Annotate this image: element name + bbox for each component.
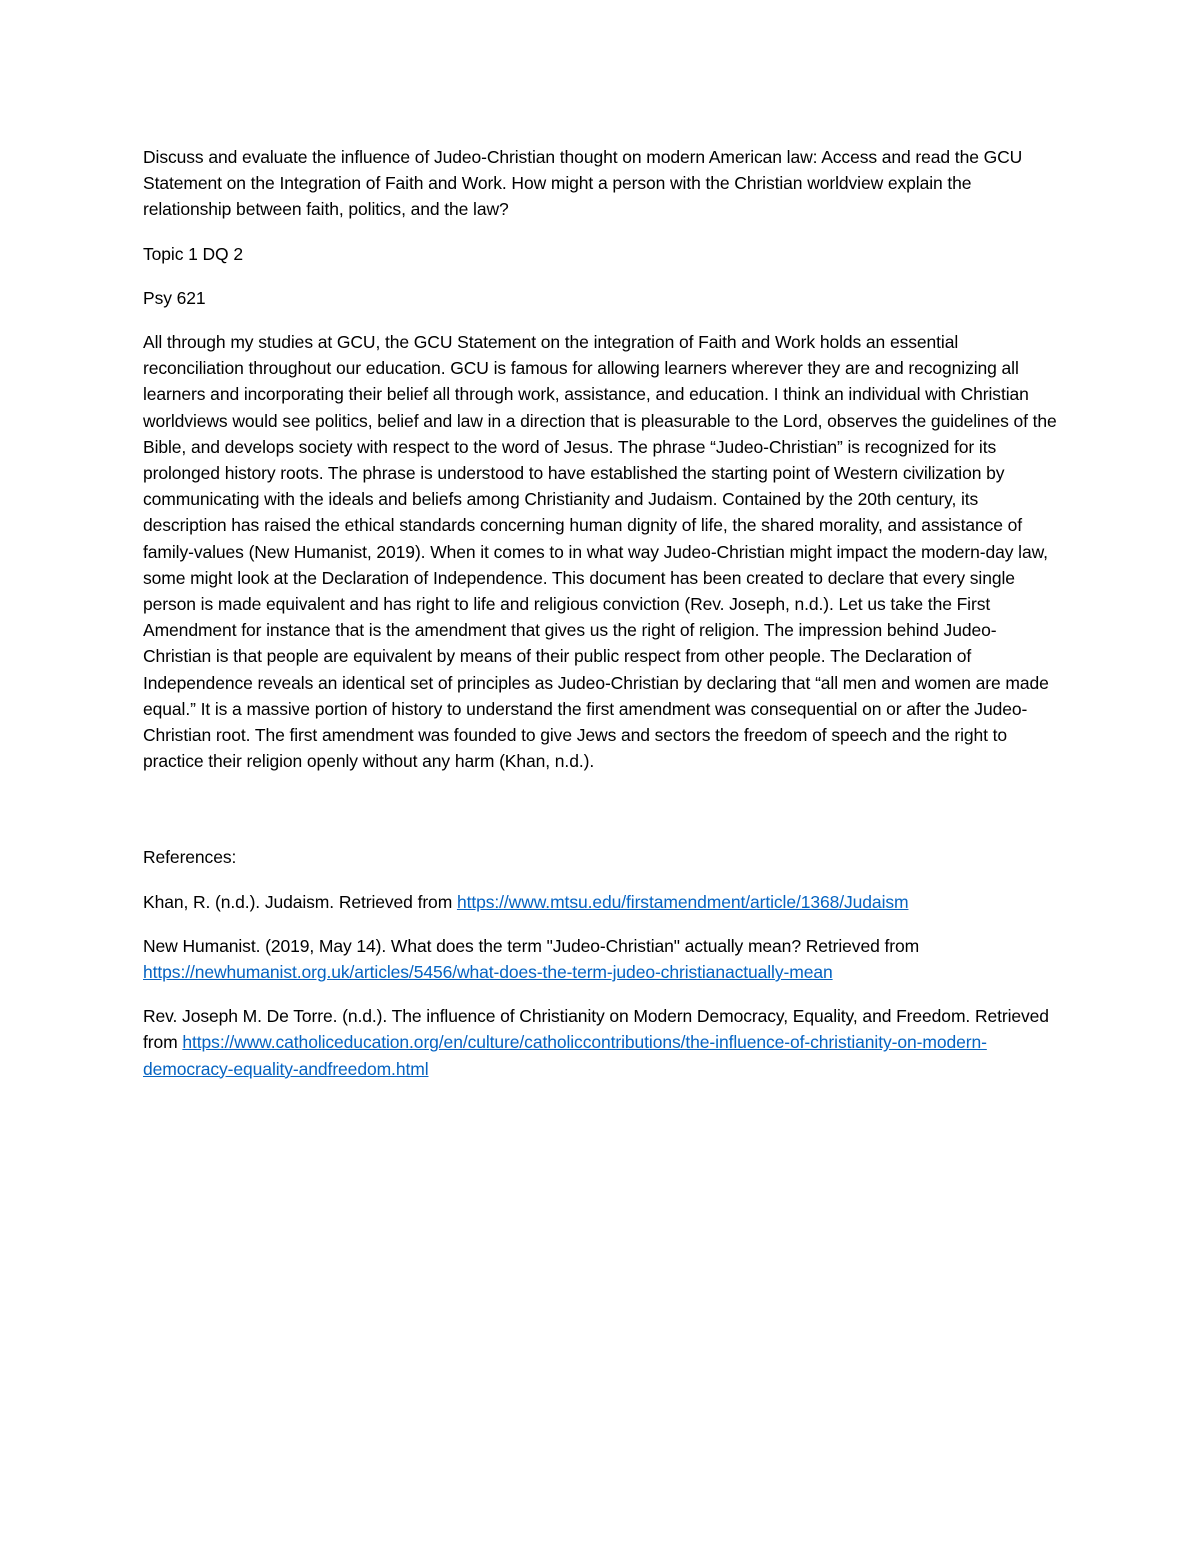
- reference-link[interactable]: https://www.catholiceducation.org/en/culture/catholiccontributions/the-influence-of-christianity-on-modern-democracy-equality-andfreedom.html: [143, 1032, 987, 1079]
- response-body: All through my studies at GCU, the GCU Statement on the integration of Faith and Work holds an essential reconciliation throughout our education. GCU is famous for allowing learners wherever they are and recognizing all learners and incorporating their belief all through work, assistance, and education. I think an individual with Christian worldviews would see politics, belief and law in a direction that is pleasurable to the Lord, observes the guidelines of the Bible, and develops society with respect to the word of Jesus. The phrase “Judeo-Christian” is recognized for its prolonged history roots. The phrase is understood to have established the starting point of Western civilization by communicating with the ideals and beliefs among Christianity and Judaism. Contained by the 20th century, its description has raised the ethical standards concerning human dignity of life, the shared morality, and assistance of family-values (New Humanist, 2019). When it comes to in what way Judeo-Christian might impact the modern-day law, some might look at the Declaration of Independence. This document has been created to declare that every single person is made equivalent and has right to life and religious conviction (Rev. Joseph, n.d.). Let us take the First Amendment for instance that is the amendment that gives us the right of religion. The impression behind Judeo-Christian is that people are equivalent by means of their public respect from other people. The Declaration of Independence reveals an identical set of principles as Judeo-Christian by declaring that “all men and women are made equal.” It is a massive portion of history to understand the first amendment was consequential on or after the Judeo-Christian root. The first amendment was founded to give Jews and sectors the freedom of speech and the right to practice their religion openly without any harm (Khan, n.d.).: [143, 332, 1057, 772]
- discussion-prompt: Discuss and evaluate the influence of Judeo-Christian thought on modern American law: Access and read the GCU Statement on the Integration of Faith and Work. How might a person with the Christian worldview explain the relationship between faith, politics, and the law?: [143, 147, 1023, 220]
- reference-link[interactable]: https://newhumanist.org.uk/articles/5456/what-does-the-term-judeo-christianactually-mean: [143, 962, 833, 983]
- reference-text: Khan, R. (n.d.). Judaism. Retrieved from: [143, 891, 457, 912]
- document-page: [143, 144, 1058, 1100]
- references-heading: References:: [143, 847, 237, 868]
- course-label: Psy 621: [143, 287, 206, 308]
- spacer: [143, 792, 1058, 844]
- reference-item: [143, 1003, 1058, 1082]
- reference-item: [143, 889, 1058, 915]
- topic-label: Topic 1 DQ 2: [143, 243, 243, 264]
- reference-text: Rev. Joseph M. De Torre. (n.d.). The influence of Christianity on Modern Democracy, Equality, and Freedom. Retrieved from: [143, 1006, 1049, 1053]
- reference-link[interactable]: https://www.mtsu.edu/firstamendment/article/1368/Judaism: [456, 891, 909, 912]
- reference-item: [143, 933, 1058, 985]
- reference-text: New Humanist. (2019, May 14). What does the term "Judeo-Christian" actually mean? Retrieved from: [143, 935, 920, 956]
